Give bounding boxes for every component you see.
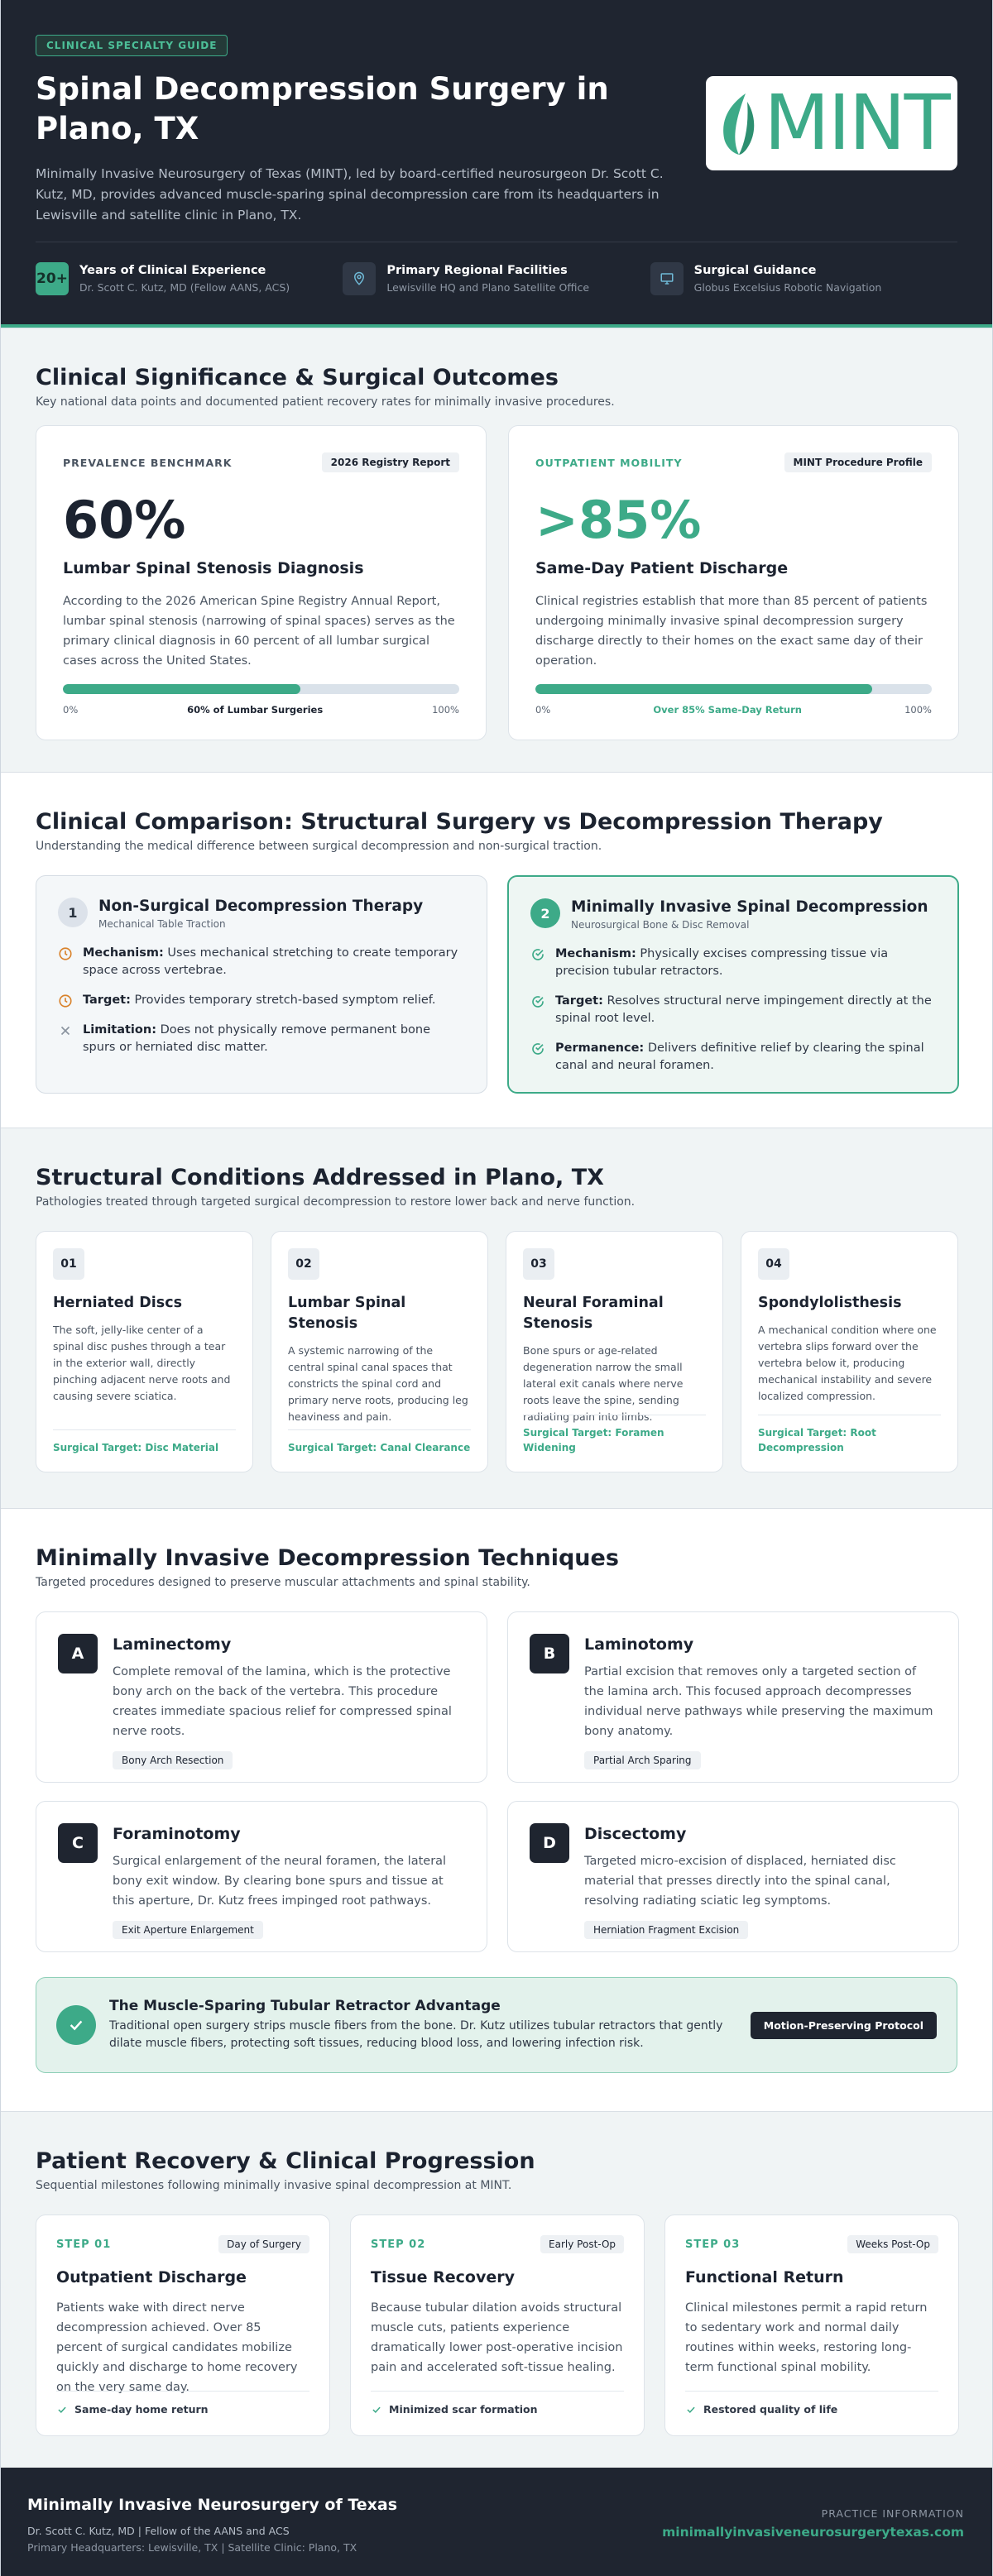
technique-card	[507, 1801, 959, 1952]
section-subtitle: Key national data points and documented patient recovery rates for minimally invasive procedures.	[36, 395, 615, 409]
technique-letter: A	[58, 1634, 98, 1673]
banner-title: The Muscle-Sparing Tubular Retractor Advantage	[109, 1998, 501, 2014]
specialty-tag: CLINICAL SPECIALTY GUIDE	[36, 35, 228, 56]
step-label: STEP 02	[371, 2238, 426, 2251]
technique-card	[507, 1611, 959, 1783]
card-subtitle: Mechanical Table Traction	[98, 918, 226, 930]
item-text: Physically excises compressing tissue via precision tubular retractors.	[555, 947, 889, 978]
step-outcome	[685, 2391, 938, 2416]
step-timing: Day of Surgery	[218, 2235, 309, 2253]
condition-number: 03	[523, 1248, 554, 1280]
step-desc: Patients wake with direct nerve decompression achieved. Over 85 percent of surgical candidates mobilize quickly and discharge to home recovery on the very same day.	[56, 2301, 298, 2394]
condition-title: Spondylolisthesis	[758, 1295, 902, 1311]
tubular-retractor-banner	[36, 1977, 957, 2073]
stat-sub: Lewisville HQ and Plano Satellite Office	[386, 281, 590, 294]
item-text: Uses mechanical stretching to create temporary space across vertebrae.	[83, 946, 458, 977]
stat-facilities	[343, 262, 650, 295]
stat-desc: Clinical registries establish that more than 85 percent of patients undergoing minimally invasive spinal decompression surgery discharge directly to their homes on the exact same day of their operation.	[535, 595, 928, 668]
leaf-logo-icon	[714, 90, 760, 156]
footer-locations: Primary Headquarters: Lewisville, TX | Satellite Clinic: Plano, TX	[27, 2541, 357, 2554]
condition-desc: A systemic narrowing of the central spinal canal spaces that constricts the spinal cord and primary nerve roots, producing leg heaviness and pain.	[288, 1344, 468, 1423]
condition-target: Surgical Target: Disc Material	[53, 1429, 236, 1455]
check-circle-icon	[530, 994, 545, 1009]
step-desc: Because tubular dilation avoids structural muscle cuts, patients experience dramatically lower post-operative incision pain and accelerated soft-tissue healing.	[371, 2301, 623, 2374]
item-label: Target:	[83, 994, 131, 1007]
stat-sub: Globus Excelsius Robotic Navigation	[693, 281, 882, 294]
check-icon	[371, 2404, 382, 2416]
conditions-section	[1, 1128, 992, 1508]
list-item	[530, 946, 936, 980]
condition-target: Surgical Target: Root Decompression	[758, 1415, 941, 1455]
mobility-card	[508, 425, 959, 740]
technique-desc: Partial excision that removes only a targeted section of the lamina arch. This focused approach decompresses individual nerve pathways while preserving the maximum bony anatomy.	[584, 1665, 933, 1738]
section-subtitle: Pathologies treated through targeted surgical decompression to restore lower back and nerve function.	[36, 1195, 636, 1209]
progress-labels	[535, 704, 932, 716]
step-outcome-text: Same-day home return	[74, 2403, 209, 2416]
technique-desc: Targeted micro-excision of displaced, herniated disc material that presses directly into the spinal canal, resolving radiating sciatic leg symptoms.	[584, 1855, 896, 1908]
monitor-icon	[650, 262, 684, 295]
condition-card	[36, 1231, 253, 1472]
item-label: Mechanism:	[83, 946, 164, 960]
section-title: Minimally Invasive Decompression Techniques	[36, 1545, 619, 1571]
card-pill: MINT Procedure Profile	[784, 452, 933, 472]
banner-desc: Traditional open surgery strips muscle fibers from the bone. Dr. Kutz utilizes tubular retractors that gently dilate muscle fibers, protecting soft tissues, reducing blood loss, and lowering infection risk.	[109, 2019, 723, 2050]
section-title: Patient Recovery & Clinical Progression	[36, 2148, 535, 2174]
techniques-section	[1, 1508, 992, 2111]
check-icon	[685, 2404, 697, 2416]
step-outcome	[371, 2391, 624, 2416]
checkmark-icon	[56, 2005, 96, 2045]
stat-guidance	[650, 262, 957, 295]
technique-letter: C	[58, 1823, 98, 1863]
page-title: Spinal Decompression Surgery in Plano, TX	[36, 71, 609, 146]
item-text: Provides temporary stretch-based symptom relief.	[130, 994, 436, 1007]
section-subtitle: Targeted procedures designed to preserve muscular attachments and spinal stability.	[36, 1576, 530, 1589]
clock-icon	[58, 994, 73, 1008]
step-label: STEP 01	[56, 2238, 112, 2251]
bar-max: 100%	[432, 704, 459, 716]
stat-value: >85%	[535, 490, 702, 550]
step-title: Functional Return	[685, 2268, 844, 2286]
condition-desc: A mechanical condition where one vertebra slips forward over the vertebra below it, producing mechanical instability and severe localized compression.	[758, 1324, 937, 1402]
stat-value: 60%	[63, 490, 186, 550]
bar-min: 0%	[535, 704, 551, 716]
bar-max: 100%	[904, 704, 932, 716]
card-label: PREVALENCE BENCHMARK	[63, 456, 233, 469]
footer-practice-name: Minimally Invasive Neurosurgery of Texas	[27, 2496, 398, 2514]
technique-pill: Bony Arch Resection	[113, 1751, 233, 1769]
card-number: 2	[530, 898, 560, 928]
condition-target: Surgical Target: Canal Clearance	[288, 1429, 471, 1455]
stat-sub: Dr. Scott C. Kutz, MD (Fellow AANS, ACS)	[79, 281, 290, 294]
prevalence-card	[36, 425, 487, 740]
list-item	[58, 1022, 465, 1056]
hero-section	[1, 0, 992, 328]
logo-wordmark: MINT	[764, 79, 949, 167]
card-pill: 2026 Registry Report	[322, 452, 459, 472]
condition-title: Herniated Discs	[53, 1295, 182, 1311]
clock-icon	[58, 946, 73, 961]
condition-target: Surgical Target: Foramen Widening	[523, 1415, 706, 1455]
progress-bar	[535, 684, 932, 694]
protocol-badge: Motion-Preserving Protocol	[751, 2012, 937, 2039]
technique-card	[36, 1611, 487, 1783]
step-outcome	[56, 2391, 309, 2416]
section-title: Clinical Comparison: Structural Surgery vs Decompression Therapy	[36, 809, 883, 835]
step-title: Outpatient Discharge	[56, 2268, 247, 2286]
mint-logo	[706, 76, 957, 170]
technique-desc: Complete removal of the lamina, which is the protective bony arch on the back of the vertebra. This procedure creates immediate spacious relief for compressed spinal nerve roots.	[113, 1665, 452, 1738]
footer	[1, 2468, 992, 2576]
item-label: Mechanism:	[555, 947, 636, 960]
technique-title: Laminectomy	[113, 1635, 232, 1654]
list-item	[58, 992, 465, 1009]
footer-website-link[interactable]: minimallyinvasiveneurosurgerytexas.com	[662, 2525, 964, 2540]
condition-card	[506, 1231, 723, 1472]
item-text: Resolves structural nerve impingement directly at the spinal root level.	[555, 994, 932, 1025]
technique-title: Foraminotomy	[113, 1825, 241, 1843]
stat-name: Lumbar Spinal Stenosis Diagnosis	[63, 559, 364, 577]
condition-desc: Bone spurs or age-related degeneration narrow the small lateral exit canals where nerve roots leave the spine, sending radiating pain into limbs.	[523, 1344, 684, 1423]
footer-credentials: Dr. Scott C. Kutz, MD | Fellow of the AANS and ACS	[27, 2525, 290, 2537]
check-circle-icon	[530, 1041, 545, 1056]
section-title: Clinical Significance & Surgical Outcomes	[36, 365, 559, 390]
recovery-step-card	[36, 2214, 330, 2436]
technique-pill: Partial Arch Sparing	[584, 1751, 701, 1769]
item-text: Does not physically remove permanent bone spurs or herniated disc matter.	[83, 1023, 431, 1054]
technique-letter: B	[530, 1634, 569, 1673]
check-circle-icon	[530, 947, 545, 962]
step-desc: Clinical milestones permit a rapid return to sedentary work and normal daily routines within weeks, restoring long-term functional spinal mobility.	[685, 2301, 928, 2374]
item-label: Limitation:	[83, 1023, 156, 1037]
stat-title: Years of Clinical Experience	[79, 264, 266, 277]
check-icon	[56, 2404, 68, 2416]
stat-title: Surgical Guidance	[693, 264, 817, 277]
minimally-invasive-card	[507, 875, 959, 1094]
condition-title: Neural Foraminal Stenosis	[523, 1295, 664, 1332]
recovery-section	[1, 2111, 992, 2468]
condition-title: Lumbar Spinal Stenosis	[288, 1295, 406, 1332]
section-subtitle: Sequential milestones following minimally invasive spinal decompression at MINT.	[36, 2179, 512, 2192]
outcomes-section	[1, 328, 992, 772]
item-text: Delivers definitive relief by clearing the spinal canal and neural foramen.	[555, 1041, 924, 1072]
list-item	[530, 1040, 936, 1075]
stat-title: Primary Regional Facilities	[386, 264, 568, 277]
section-subtitle: Understanding the medical difference between surgical decompression and non-surgical traction.	[36, 840, 602, 853]
technique-title: Discectomy	[584, 1825, 687, 1843]
non-surgical-card	[36, 875, 487, 1094]
recovery-step-card	[350, 2214, 645, 2436]
technique-pill: Herniation Fragment Excision	[584, 1921, 748, 1939]
condition-card	[741, 1231, 958, 1472]
location-pin-icon	[343, 262, 376, 295]
technique-title: Laminotomy	[584, 1635, 694, 1654]
technique-card	[36, 1801, 487, 1952]
condition-number: 02	[288, 1248, 319, 1280]
progress-fill	[63, 684, 300, 694]
footer-info	[662, 2507, 964, 2540]
progress-bar	[63, 684, 459, 694]
bar-min: 0%	[63, 704, 79, 716]
stat-desc: According to the 2026 American Spine Registry Annual Report, lumbar spinal stenosis (narrowing of spinal spaces) serves as the primary clinical diagnosis in 60 percent of all lumbar surgical cases across the United States.	[63, 595, 455, 668]
step-label: STEP 03	[685, 2238, 741, 2251]
condition-card	[271, 1231, 488, 1472]
step-outcome-text: Minimized scar formation	[389, 2403, 538, 2416]
card-title: Minimally Invasive Spinal Decompression	[571, 898, 928, 916]
comparison-section	[1, 772, 992, 1128]
step-timing: Early Post-Op	[540, 2235, 624, 2253]
item-label: Permanence:	[555, 1041, 645, 1055]
step-timing: Weeks Post-Op	[847, 2235, 938, 2253]
hero-lead: Minimally Invasive Neurosurgery of Texas (MINT), led by board-certified neurosurgeon Dr. Scott C. Kutz, MD, provides advanced muscle-sparing spinal decompression care from its headquarters in Lewisville and satellite clinic in Plano, TX.	[36, 166, 664, 223]
stat-experience	[36, 262, 343, 295]
progress-fill	[535, 684, 872, 694]
hero-stats	[36, 242, 957, 295]
item-label: Target:	[555, 994, 603, 1008]
progress-labels	[63, 704, 459, 716]
recovery-step-card	[664, 2214, 959, 2436]
years-badge-icon: 20+	[36, 262, 69, 295]
technique-pill: Exit Aperture Enlargement	[113, 1921, 263, 1939]
list-item	[58, 945, 465, 979]
card-label: OUTPATIENT MOBILITY	[535, 456, 683, 469]
condition-number: 04	[758, 1248, 789, 1280]
bar-mid: 60% of Lumbar Surgeries	[187, 704, 324, 716]
list-item	[530, 993, 936, 1027]
technique-desc: Surgical enlargement of the neural foramen, the lateral bony exit window. By clearing bone spurs and tissue at this aperture, Dr. Kutz frees impinged root pathways.	[113, 1855, 447, 1908]
step-title: Tissue Recovery	[371, 2268, 515, 2286]
x-icon	[58, 1023, 73, 1038]
section-title: Structural Conditions Addressed in Plano, TX	[36, 1165, 604, 1190]
card-number: 1	[58, 898, 88, 927]
footer-info-label: PRACTICE INFORMATION	[821, 2507, 964, 2520]
technique-letter: D	[530, 1823, 569, 1863]
step-outcome-text: Restored quality of life	[703, 2403, 838, 2416]
condition-desc: The soft, jelly-like center of a spinal disc pushes through a tear in the exterior wall, directly pinching adjacent nerve roots and causing severe sciatica.	[53, 1324, 231, 1402]
card-subtitle: Neurosurgical Bone & Disc Removal	[571, 919, 750, 931]
card-title: Non-Surgical Decompression Therapy	[98, 898, 424, 915]
bar-mid: Over 85% Same-Day Return	[653, 704, 802, 716]
stat-name: Same-Day Patient Discharge	[535, 559, 789, 577]
condition-number: 01	[53, 1248, 84, 1280]
